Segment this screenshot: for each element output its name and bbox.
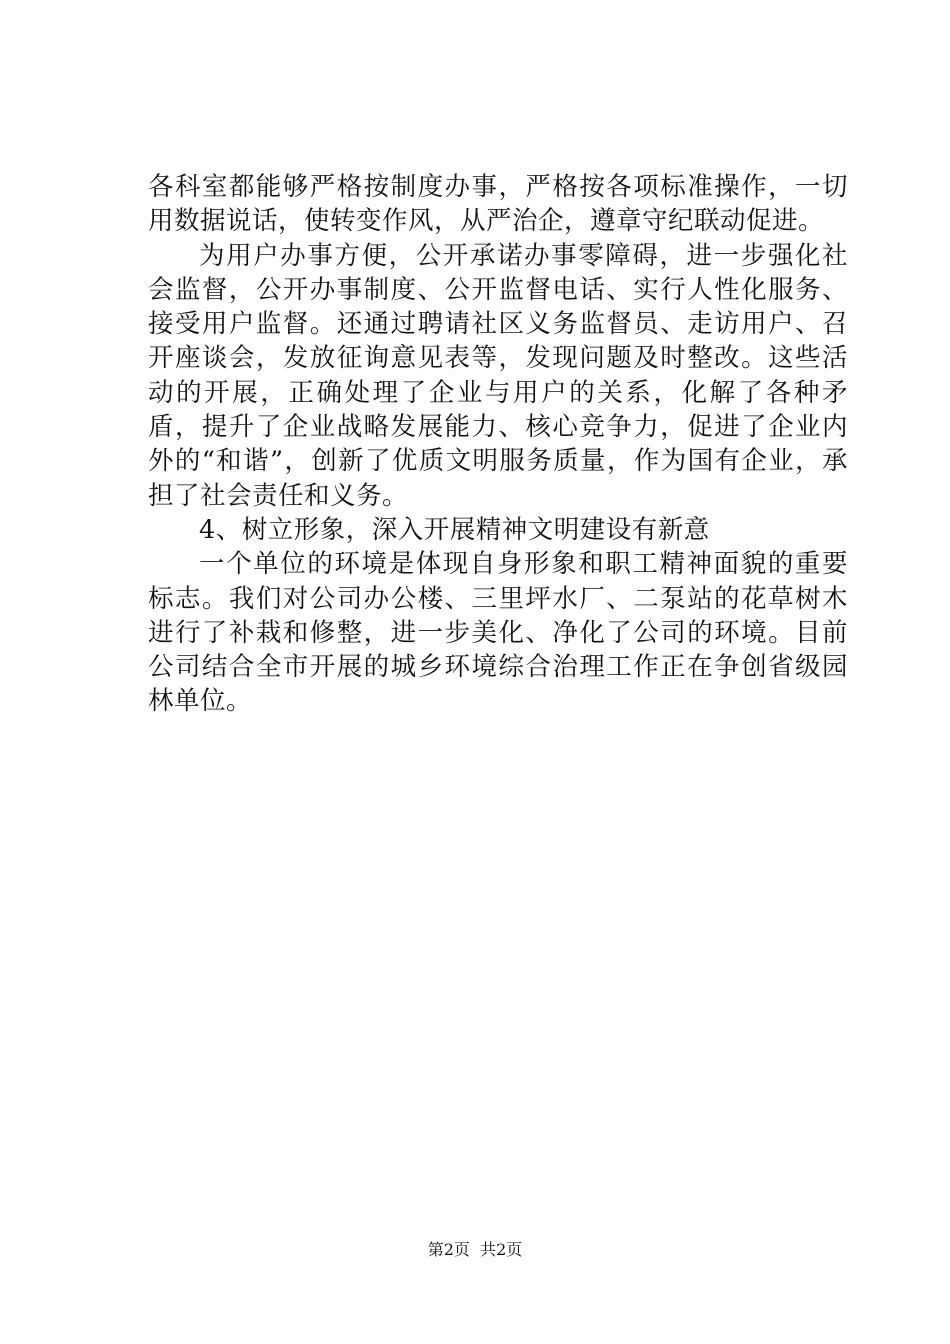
page-number-footer: 第2页 共2页 <box>427 1240 523 1259</box>
section-heading: 4、树立形象，深入开展精神文明建设有新意 <box>199 514 710 545</box>
paragraph-2: 为用户办事方便，公开承诺办事零障碍，进一步强化社会监督，公开办事制度、公开监督电话、实行人性化服务、接受用户监督。还通过聘请社区义务监督员、走访用户、召开座谈会，发放征询意见表等，发现问题及时整改。这些活动的开展，正确处理了企业与用户的关系，化解了各种矛盾，提升了企业战略发展能力、核心竞争力，促进了企业内外的“和谐”，创新了优质文明服务质量，作为国有企业，承担了社会责任和义务。 <box>148 240 848 511</box>
paragraph-1: 各科室都能够严格按制度办事，严格按各项标准操作，一切用数据说话，使转变作风，从严治企，遵章守纪联动促进。 <box>148 172 848 237</box>
document-body <box>148 170 848 719</box>
paragraph-3: 一个单位的环境是体现自身形象和职工精神面貌的重要标志。我们对公司办公楼、三里坪水厂、二泵站的花草树木进行了补栽和修整，进一步美化、净化了公司的环境。目前公司结合全市开展的城乡环境综合治理工作正在争创省级园林单位。 <box>148 549 848 717</box>
